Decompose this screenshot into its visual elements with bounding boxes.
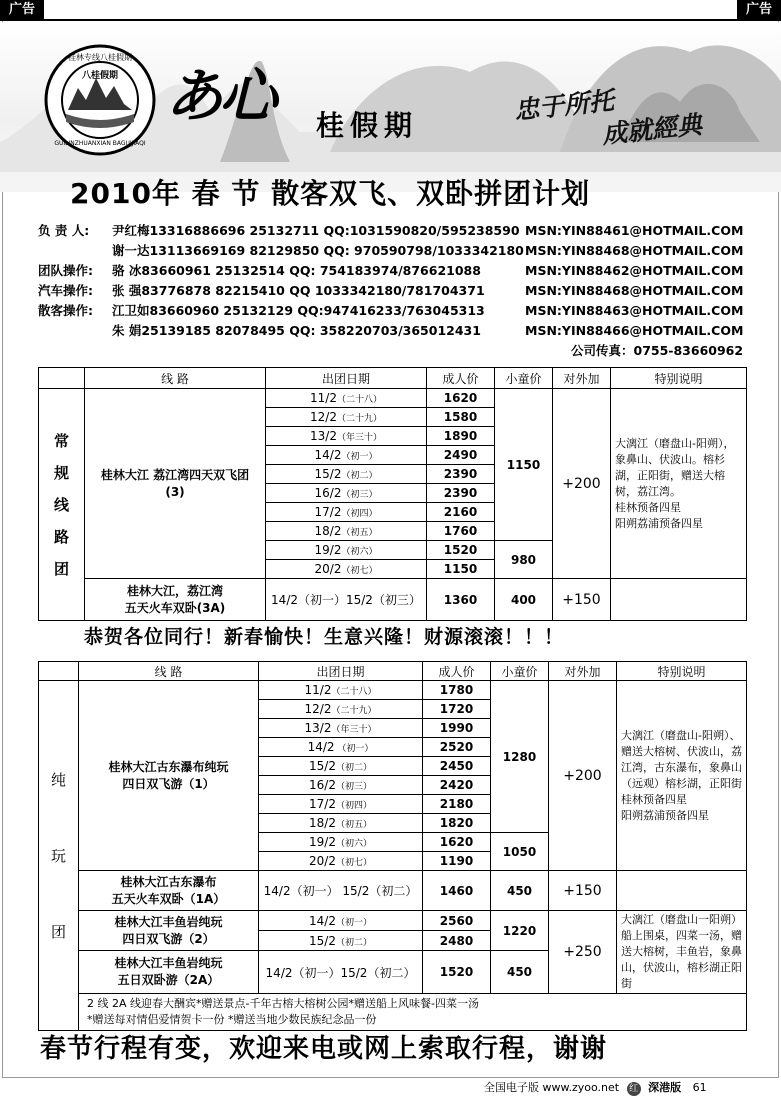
adult-price: 1820 [423,814,491,833]
date-day: 14/2 [307,740,335,754]
date-lunar: （年三十） [331,725,377,735]
slogan-line-2: 成就經典 [600,109,704,150]
extra-charge: +150 [549,871,617,911]
contact-msn: MSN:YIN88468@HOTMAIL.COM [525,243,744,258]
departure-date [259,719,423,738]
adult-price: 2180 [423,795,491,814]
adult-price: 1990 [423,719,491,738]
date-day: 20/2 [309,854,336,868]
ad-label-right: 广告 [737,0,781,20]
departure-date: 14/2（初一）15/2（初二） [259,951,423,994]
special-notes: 大漓江（磨盘山-阳朔），象鼻山、伏波山。榕杉湖，正阳街，赠送大榕树，荔江湾。 桂林预备四星 阳朔荔浦预备四星 [611,389,747,579]
date-day: 15/2 [309,933,336,948]
date-day: 16/2 [314,486,342,500]
top-rule [0,19,781,21]
adult-price: 2450 [423,757,491,776]
date-lunar: （初二） [335,763,372,773]
group-label-char: 规 [53,463,69,482]
departure-date [259,776,423,795]
date-lunar: （初四） [335,801,372,811]
contact-info: 尹红梅13316886696 25132711 QQ:1031590820/595238590 [112,223,520,238]
adult-price: 2420 [423,776,491,795]
route-name: 桂林大江古东瀑布 五天火车双卧（1A） [79,871,259,911]
contact-label: 汽车操作: [38,283,93,298]
date-lunar: （初六） [341,547,378,557]
footer-region: 深港版 [648,1081,682,1094]
adult-price: 1890 [427,427,495,446]
slogan-line-1: 忠于所托 [512,85,616,126]
date-lunar: （初五） [335,820,372,830]
date-day: 15/2 [314,467,342,481]
footer-edition: 全国电子版 www.zyoo.net [484,1081,620,1094]
header-notes: 特别说明 [611,368,747,389]
regular-route-table [38,367,747,621]
departure-date [259,738,423,757]
date-lunar: （二十九） [336,414,382,424]
adult-price: 2560 [423,911,491,931]
date-lunar: （初七） [335,858,372,868]
adult-price: 1360 [427,579,495,621]
contact-info: 张 强83776878 82215410 QQ 1033342180/781704371 [112,283,485,298]
date-day: 17/2 [309,797,336,811]
departure-date [259,757,423,776]
departure-date [266,465,427,484]
departure-date [266,408,427,427]
logo-center-text: 八桂假期 [81,71,119,81]
child-price: 1220 [491,911,549,951]
ad-label-left: 广告 [0,0,44,20]
adult-price: 2490 [427,446,495,465]
date-day: 20/2 [314,562,342,576]
company-fax: 公司传真：0755-83660962 [571,343,744,358]
page-number: 61 [692,1081,707,1094]
child-price: 400 [495,579,553,621]
date-lunar: （初五） [341,528,378,538]
child-price: 1150 [495,389,553,541]
header-child: 小童价 [495,368,553,389]
date-day: 18/2 [309,816,336,830]
bottom-banner: 春节行程有变，欢迎来电或网上索取行程，谢谢 [40,1034,608,1064]
footnote-line-2: *赠送每对情侣爱情贺卡一份 *赠送当地少数民族纪念品一份 [87,1013,377,1026]
date-day: 11/2 [304,683,332,697]
date-day: 14/2 [314,448,342,462]
group-label-char: 纯 [50,770,66,789]
contact-msn: MSN:YIN88468@HOTMAIL.COM [525,283,744,298]
adult-price: 1760 [427,522,495,541]
footnote [79,994,747,1031]
adult-price: 1780 [423,681,491,700]
contact-info: 江卫如83660960 25132129 QQ:947416233/763045313 [112,303,485,318]
departure-date [259,814,423,833]
header-extra: 对外加 [553,368,611,389]
date-lunar: （初一） [341,452,378,462]
date-lunar: （初三） [341,490,378,500]
departure-date [266,560,427,579]
departure-date [266,503,427,522]
contact-info: 朱 娟25139185 82078495 QQ: 358220703/365012431 [112,323,481,338]
route-name: 桂林大江，荔江湾 五天火车双卧(3A) [85,579,266,621]
date-lunar: （二十八） [336,395,382,405]
header-adult: 成人价 [423,662,491,681]
departure-date [266,541,427,560]
date-lunar: （初四） [341,509,378,519]
header-adult: 成人价 [427,368,495,389]
group-label-char: 常 [53,431,69,450]
departure-date [266,427,427,446]
adult-price: 1580 [427,408,495,427]
header-group [39,368,85,389]
footnote-line-1: 2 线 2A 线迎春大酬宾*赠送景点-千年古榕大榕树公园*赠送船上风味餐-四菜一汤 [87,997,479,1010]
group-label [39,389,85,621]
date-lunar: （二十九） [331,706,377,716]
departure-date [259,852,423,871]
adult-price: 1150 [427,560,495,579]
header-notes: 特别说明 [617,662,747,681]
special-notes-empty [611,579,747,621]
departure-date [259,795,423,814]
adult-price: 1460 [423,871,491,911]
departure-date [259,911,423,931]
adult-price: 1620 [427,389,495,408]
group-label-char: 团 [53,559,69,578]
page-footer [484,1080,707,1096]
adult-price: 1720 [423,700,491,719]
departure-date [259,681,423,700]
pure-tour-table [38,661,747,1031]
date-lunar: （年三十） [336,433,382,443]
contact-msn: MSN:YIN88466@HOTMAIL.COM [525,323,744,338]
adult-price: 2480 [423,931,491,951]
header-route: 线 路 [85,368,266,389]
route-name: 桂林大江丰鱼岩纯玩 四日双飞游（2） [79,911,259,951]
date-lunar: （初七） [341,566,378,576]
date-day: 14/2 [309,913,336,928]
child-price: 450 [491,871,549,911]
logo-latin-text: GUILINZHUANXIAN BAGUIJIAQI [54,140,146,147]
departure-date: 14/2（初一） 15/2（初二） [259,871,423,911]
date-day: 19/2 [314,543,342,557]
special-notes: 大漓江（磨盘山一阳朔）船上围桌，四菜一汤，赠送大榕树，丰鱼岩，象鼻山，伏波山，榕杉湖正阳街 [617,911,747,994]
adult-price: 2160 [427,503,495,522]
contact-msn: MSN:YIN88462@HOTMAIL.COM [525,263,744,278]
date-lunar: （初六） [335,839,372,849]
date-lunar: （初一） [335,917,372,928]
adult-price: 1520 [427,541,495,560]
adult-price: 2390 [427,484,495,503]
date-day: 13/2 [304,721,332,735]
child-price: 1280 [491,681,549,833]
child-price: 1050 [491,833,549,871]
extra-charge: +200 [553,389,611,579]
adult-price: 1520 [423,951,491,994]
date-lunar: （初二） [335,937,372,948]
greeting-banner: 恭贺各位同行！新春愉快！生意兴隆！财源滚滚！！！ [84,626,565,648]
departure-date [266,389,427,408]
logo-ring-text: 桂林专线八桂假期 [68,53,132,62]
date-lunar: （初三） [335,782,372,792]
departure-date [259,833,423,852]
departure-date [266,446,427,465]
page-title: 2010年 春 节 散客双飞、双卧拼团计划 [70,177,591,210]
special-notes: 大漓江（磨盘山-阳朔）、赠送大榕树、伏波山，荔江湾，古东瀑布，象鼻山（远观）榕杉湖，正阳街 桂林预备四星 阳朔荔浦预备四星 [617,681,747,871]
departure-date [259,700,423,719]
brand-name: 桂假期 [316,109,419,142]
child-price: 980 [495,541,553,579]
company-logo [44,44,156,156]
date-day: 12/2 [304,702,332,716]
date-lunar: （初二） [341,471,378,481]
date-day: 12/2 [310,410,337,424]
header-date: 出团日期 [259,662,423,681]
child-price: 450 [491,951,549,994]
adult-price: 2520 [423,738,491,757]
date-day: 17/2 [314,505,342,519]
date-day: 16/2 [309,778,336,792]
departure-date [266,522,427,541]
extra-charge: +150 [553,579,611,621]
header-extra: 对外加 [549,662,617,681]
header-group [39,662,79,681]
date-day: 18/2 [314,524,342,538]
extra-charge: +200 [549,681,617,871]
footer-badge-icon: 红 [627,1082,641,1096]
date-day: 11/2 [310,391,337,405]
route-name: 桂林大江古东瀑布纯玩 四日双飞游（1） [79,681,259,871]
brand-script: あ心 [165,62,274,130]
header-route: 线 路 [79,662,259,681]
hero-banner [0,22,781,192]
departure-date [266,484,427,503]
adult-price: 1190 [423,852,491,871]
header-child: 小童价 [491,662,549,681]
group-label-char: 路 [53,527,69,546]
contact-msn: MSN:YIN88461@HOTMAIL.COM [525,223,744,238]
contact-info: 骆 冰83660961 25132514 QQ: 754183974/876621088 [112,263,481,278]
adult-price: 2390 [427,465,495,484]
route-name: 桂林大江 荔江湾四天双飞团 (3) [85,389,266,579]
header-date: 出团日期 [266,368,427,389]
adult-price: 1620 [423,833,491,852]
date-day: 15/2 [309,759,336,773]
date-lunar: （初一） [334,744,374,754]
route-name: 桂林大江丰鱼岩纯玩 五日双卧游（2A） [79,951,259,994]
group-label-char: 线 [53,495,69,514]
contact-label: 散客操作: [38,303,93,318]
departure-date: 14/2（初一）15/2（初三） [266,579,427,621]
date-day: 19/2 [309,835,336,849]
date-lunar: （二十八） [331,687,377,697]
contact-info: 谢一达13113669169 82129850 QQ: 970590798/1033342180 [112,243,524,258]
group-label [39,681,79,1031]
contact-label: 负 责 人: [38,223,90,238]
contact-label: 团队操作: [38,263,93,278]
date-day: 13/2 [310,429,337,443]
departure-date [259,931,423,951]
group-label-char: 团 [50,922,66,941]
group-label-char: 玩 [50,846,66,865]
contact-msn: MSN:YIN88463@HOTMAIL.COM [525,303,744,318]
extra-charge: +250 [549,911,617,994]
special-notes-empty [617,871,747,911]
